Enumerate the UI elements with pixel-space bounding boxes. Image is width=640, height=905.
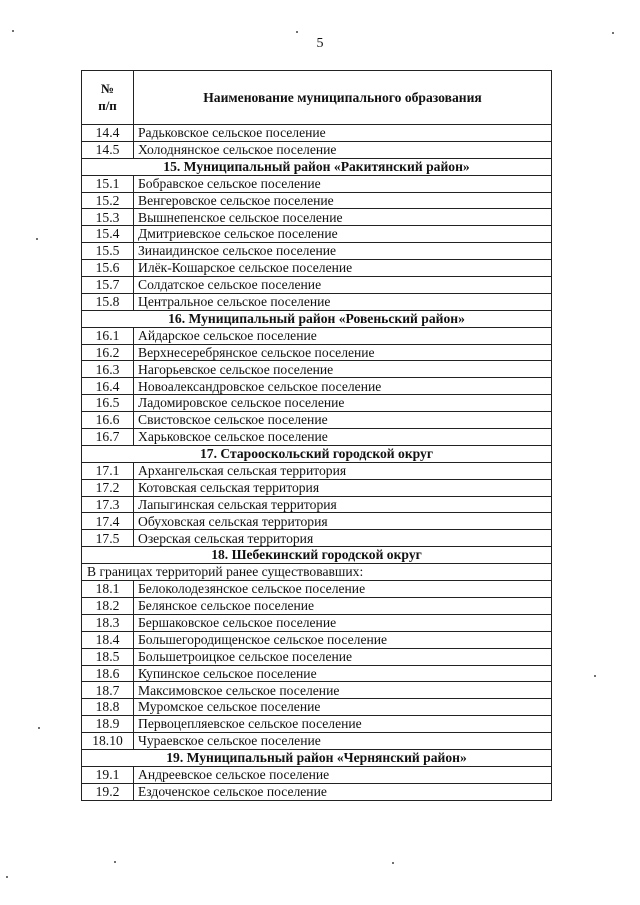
table-row: [82, 462, 552, 479]
table-row: [82, 783, 552, 800]
page-number: 5: [316, 36, 324, 51]
row-number: 15.6: [82, 260, 134, 277]
row-number: 19.1: [82, 766, 134, 783]
row-number: 17.3: [82, 496, 134, 513]
municipality-name: Холоднянское сельское поселение: [134, 141, 552, 158]
municipality-name: Озерская сельская территория: [134, 530, 552, 547]
municipality-name: Радьковское сельское поселение: [134, 125, 552, 142]
municipality-name: Ладомировское сельское поселение: [134, 395, 552, 412]
municipality-name: Бершаковское сельское поселение: [134, 614, 552, 631]
municipality-name: Большетроицкое сельское поселение: [134, 648, 552, 665]
table-row: [82, 699, 552, 716]
municipality-table: [81, 70, 552, 801]
section-title: 19. Муниципальный район «Чернянский район»: [82, 749, 552, 766]
municipality-name: Дмитриевское сельское поселение: [134, 226, 552, 243]
row-number: 16.7: [82, 429, 134, 446]
column-header-number-line1: №: [100, 81, 115, 97]
row-number: 18.9: [82, 716, 134, 733]
municipality-name: Свистовское сельское поселение: [134, 412, 552, 429]
municipality-name: Максимовское сельское поселение: [134, 682, 552, 699]
municipality-name: Зинаидинское сельское поселение: [134, 243, 552, 260]
table-row: [82, 631, 552, 648]
table-row: [82, 327, 552, 344]
section-title: 16. Муниципальный район «Ровеньский район»: [82, 310, 552, 327]
note-row: [82, 564, 552, 581]
row-number: 15.1: [82, 175, 134, 192]
row-number: 14.4: [82, 125, 134, 142]
table-header-row: [82, 71, 552, 125]
scan-speck: [12, 30, 14, 32]
municipality-name: Харьковское сельское поселение: [134, 429, 552, 446]
row-number: 15.8: [82, 293, 134, 310]
table-row: [82, 479, 552, 496]
table-row: [82, 648, 552, 665]
municipality-name: Солдатское сельское поселение: [134, 277, 552, 294]
municipality-name: Лапыгинская сельская территория: [134, 496, 552, 513]
municipality-name: Белянское сельское поселение: [134, 597, 552, 614]
scan-speck: [114, 861, 116, 863]
table-row: [82, 766, 552, 783]
scan-speck: [38, 727, 40, 729]
section-row: [82, 310, 552, 327]
row-number: 16.5: [82, 395, 134, 412]
municipality-name: Белоколодезянское сельское поселение: [134, 581, 552, 598]
row-number: 15.2: [82, 192, 134, 209]
scan-speck: [612, 32, 614, 34]
table-row: [82, 260, 552, 277]
municipality-name: Муромское сельское поселение: [134, 699, 552, 716]
municipality-name: Нагорьевское сельское поселение: [134, 361, 552, 378]
row-number: 16.2: [82, 344, 134, 361]
table-row: [82, 344, 552, 361]
table-row: [82, 530, 552, 547]
municipality-name: Купинское сельское поселение: [134, 665, 552, 682]
table-row: [82, 733, 552, 750]
municipality-name: Айдарское сельское поселение: [134, 327, 552, 344]
municipality-name: Вышнепенское сельское поселение: [134, 209, 552, 226]
row-number: 16.3: [82, 361, 134, 378]
scan-speck: [36, 238, 38, 240]
row-number: 19.2: [82, 783, 134, 800]
municipality-name: Бобравское сельское поселение: [134, 175, 552, 192]
table-row: [82, 513, 552, 530]
section-title: 15. Муниципальный район «Ракитянский район»: [82, 158, 552, 175]
municipality-name: Андреевское сельское поселение: [134, 766, 552, 783]
table-row: [82, 496, 552, 513]
section-title: 18. Шебекинский городской округ: [82, 547, 552, 564]
scan-speck: [594, 675, 596, 677]
table-row: [82, 412, 552, 429]
row-number: 14.5: [82, 141, 134, 158]
table-row: [82, 192, 552, 209]
municipality-name: Центральное сельское поселение: [134, 293, 552, 310]
scan-speck: [392, 862, 394, 864]
table-row: [82, 175, 552, 192]
table-row: [82, 614, 552, 631]
table-row: [82, 682, 552, 699]
section-row: [82, 749, 552, 766]
municipality-name: Котовская сельская территория: [134, 479, 552, 496]
row-number: 16.4: [82, 378, 134, 395]
row-number: 18.5: [82, 648, 134, 665]
row-number: 15.5: [82, 243, 134, 260]
row-number: 17.4: [82, 513, 134, 530]
row-number: 18.1: [82, 581, 134, 598]
section-title: 17. Старооскольский городской округ: [82, 445, 552, 462]
table-row: [82, 226, 552, 243]
row-number: 16.1: [82, 327, 134, 344]
section-row: [82, 158, 552, 175]
section-row: [82, 445, 552, 462]
row-number: 17.5: [82, 530, 134, 547]
table-row: [82, 665, 552, 682]
column-header-number: [82, 71, 134, 125]
column-header-number-line2: п/п: [98, 97, 117, 113]
row-number: 16.6: [82, 412, 134, 429]
table-row: [82, 378, 552, 395]
row-number: 15.7: [82, 277, 134, 294]
scan-speck: [296, 31, 298, 33]
table-row: [82, 277, 552, 294]
row-number: 18.3: [82, 614, 134, 631]
row-number: 18.10: [82, 733, 134, 750]
municipality-name: Первоцепляевское сельское поселение: [134, 716, 552, 733]
table-row: [82, 581, 552, 598]
section-row: [82, 547, 552, 564]
table-row: [82, 429, 552, 446]
row-number: 17.2: [82, 479, 134, 496]
table-row: [82, 395, 552, 412]
municipality-name: Илёк-Кошарское сельское поселение: [134, 260, 552, 277]
note-text: В границах территорий ранее существовавших:: [82, 564, 552, 581]
table-row: [82, 243, 552, 260]
municipality-name: Большегородищенское сельское поселение: [134, 631, 552, 648]
row-number: 15.3: [82, 209, 134, 226]
row-number: 18.2: [82, 597, 134, 614]
column-header-name: Наименование муниципального образования: [134, 71, 552, 125]
table-row: [82, 716, 552, 733]
municipality-name: Архангельская сельская территория: [134, 462, 552, 479]
municipality-name: Верхнесеребрянское сельское поселение: [134, 344, 552, 361]
table-row: [82, 361, 552, 378]
municipality-name: Новоалександровское сельское поселение: [134, 378, 552, 395]
row-number: 18.6: [82, 665, 134, 682]
scan-speck: [6, 876, 8, 878]
table-row: [82, 125, 552, 142]
row-number: 18.7: [82, 682, 134, 699]
row-number: 18.8: [82, 699, 134, 716]
municipality-name: Ездоченское сельское поселение: [134, 783, 552, 800]
table-row: [82, 293, 552, 310]
row-number: 15.4: [82, 226, 134, 243]
municipality-name: Венгеровское сельское поселение: [134, 192, 552, 209]
municipality-name: Чураевское сельское поселение: [134, 733, 552, 750]
row-number: 17.1: [82, 462, 134, 479]
table-row: [82, 141, 552, 158]
municipality-name: Обуховская сельская территория: [134, 513, 552, 530]
table-row: [82, 597, 552, 614]
table-body: [82, 125, 552, 801]
row-number: 18.4: [82, 631, 134, 648]
table-row: [82, 209, 552, 226]
